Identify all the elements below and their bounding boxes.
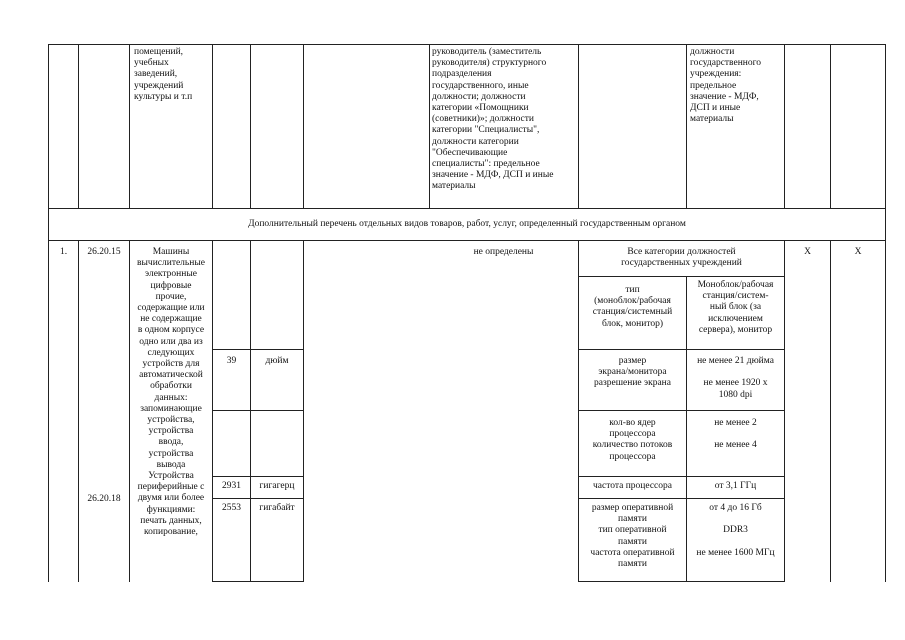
item-number: 1. — [59, 247, 68, 257]
col-line — [250, 44, 251, 208]
categories-all-label: Все категории должностей государственных учреждений — [621, 247, 742, 269]
property-label: размер экрана/монитора разрешение экрана — [594, 356, 671, 389]
row-line — [212, 498, 304, 499]
property-value: от 3,1 ГГц — [714, 481, 757, 491]
col-line — [303, 240, 304, 582]
row-line — [578, 410, 785, 411]
unit-name: дюйм — [265, 356, 289, 366]
item-name-continued: помещений, учебных заведений, учреждений культуры и т.п — [134, 47, 193, 102]
unit-name: гигабайт — [259, 503, 295, 513]
okei-code: 2553 — [222, 503, 241, 513]
row-line — [578, 498, 785, 499]
not-defined-label: не определены — [473, 247, 534, 257]
item-name: Машины вычислительные электронные цифровые прочие, содержащие или не содержащие в одном корпусе одно или два из следующих устройств для автоматической обработки данных: запоминающие устройства, устройства ввода, устройства вывода Устройства периферийные с двумя или более функциями: печать данных, копирование, — [137, 247, 205, 538]
okei-code: 39 — [226, 356, 237, 366]
col-line — [784, 240, 785, 582]
row-line — [578, 349, 785, 350]
x-mark: Х — [854, 247, 862, 257]
table-border-right — [885, 44, 886, 582]
row-line — [212, 410, 304, 411]
property-value: от 4 до 16 Гб DDR3 не менее 1600 МГц — [696, 503, 775, 558]
table-border-top — [48, 44, 886, 45]
x-mark: Х — [804, 247, 811, 257]
section-border-top — [48, 208, 886, 209]
property-label: размер оперативной памяти тип оперативной памяти частота оперативной памяти — [590, 503, 675, 570]
row-line — [212, 476, 304, 477]
section-border-bottom — [48, 240, 886, 241]
okei-code: 2931 — [222, 481, 241, 491]
row-line — [212, 581, 304, 582]
property-value: не менее 2 не менее 4 — [714, 418, 757, 451]
col-line — [830, 240, 831, 582]
property-label: тип (моноблок/рабочая станция/системный блок, монитор) — [592, 285, 673, 329]
col-line — [129, 44, 130, 208]
unit-name: гигагерц — [259, 481, 295, 491]
position-continued: руководитель (заместитель руководителя) структурного подразделения государственного, иные должности; должности категории «Помощники (советники)»; должности категории "Специалисты", должности категории "Обеспечивающие специалисты": предельное значение - МДФ, ДСП и иные материалы — [432, 47, 554, 192]
col-line — [784, 44, 785, 208]
col-line — [429, 44, 430, 208]
row-line — [578, 276, 785, 277]
property-label: частота процессора — [593, 481, 672, 491]
okpd-code-2: 26.20.18 — [87, 494, 121, 504]
col-line — [212, 44, 213, 208]
row-line — [578, 476, 785, 477]
table-border-left — [48, 44, 49, 582]
col-line — [686, 44, 687, 208]
col-line — [830, 44, 831, 208]
col-line — [78, 240, 79, 582]
okpd-code-1: 26.20.15 — [87, 247, 121, 257]
row-line — [578, 581, 785, 582]
section-header: Дополнительный перечень отдельных видов товаров, работ, услуг, определенный государственным органом — [248, 219, 686, 229]
col-line — [303, 44, 304, 208]
property-value: не менее 21 дюйма не менее 1920 х 1080 dpi — [697, 356, 774, 400]
property-label: кол-во ядер процессора количество потоков процессора — [592, 418, 673, 462]
col-line — [78, 44, 79, 208]
col-line — [250, 240, 251, 582]
property-value: Моноблок/рабочая станция/систем- ный блок (за исключением сервера), монитор — [697, 280, 774, 335]
col-line — [212, 240, 213, 582]
value-continued: должности государственного учреждения: предельное значение - МДФ, ДСП и иные материалы — [690, 47, 762, 125]
row-line — [212, 349, 304, 350]
col-line — [578, 44, 579, 208]
